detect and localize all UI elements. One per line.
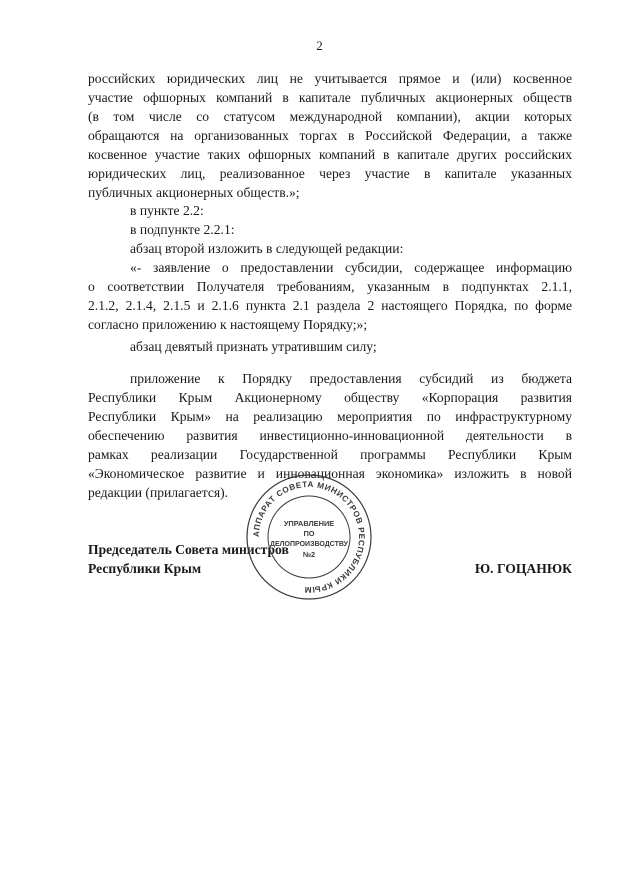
page-number: 2 bbox=[316, 38, 323, 53]
text-line: обращаются на организованных торгах в Российской Федерации, а также bbox=[88, 128, 572, 143]
text-line: обеспечению развития инвестиционно-инновационной деятельности в bbox=[88, 428, 572, 443]
text-line: редакции (прилагается). bbox=[88, 485, 229, 500]
quote-line: согласно приложению к настоящему Порядку;»; bbox=[88, 317, 368, 332]
text-line: российских юридических лиц не учитывается прямое и (или) косвенное bbox=[88, 71, 572, 86]
text-line: публичных акционерных обществ.»; bbox=[88, 185, 300, 200]
text-line: Республики Крым» на реализацию мероприятия по инфраструктурному bbox=[88, 409, 572, 424]
text-line: рамках реализации Государственной программы Республики Крым bbox=[88, 447, 572, 462]
stamp-center-text: ДЕЛОПРОИЗВОДСТВУ bbox=[269, 541, 349, 548]
quote-line: «- заявление о предоставлении субсидии, содержащее информацию bbox=[130, 260, 572, 275]
text-line: абзац девятый признать утратившим силу; bbox=[130, 339, 377, 354]
signatory-position: Республики Крым bbox=[88, 561, 202, 576]
stamp-center-text: ПО bbox=[303, 529, 315, 538]
text-line: косвенное участие таких офшорных компаний в капитале других российских bbox=[88, 147, 572, 162]
text-line: Республики Крым Акционерному обществу «Корпорация развития bbox=[88, 390, 572, 405]
amendment-item: в пункте 2.2: bbox=[130, 203, 204, 218]
stamp-center-text: №2 bbox=[302, 550, 316, 559]
text-line: юридических лиц, реализованное через участие в капитале указанных bbox=[88, 166, 572, 181]
amendment-item: в подпункте 2.2.1: bbox=[130, 222, 235, 237]
text-line: приложение к Порядку предоставления субсидий из бюджета bbox=[130, 371, 572, 386]
paragraph-offshore-participation bbox=[88, 69, 572, 202]
amendment-item: абзац второй изложить в следующей редакции: bbox=[130, 241, 404, 256]
stamp-ring-textpath: АППАРАТ СОВЕТА МИНИСТРОВ РЕСПУБЛИКИ КРЫМ bbox=[251, 479, 367, 595]
paragraph-amendment-2-2 bbox=[88, 201, 572, 334]
quote-line: о соответствии Получателя требованиям, указанным в подпунктах 2.1.1, bbox=[88, 279, 572, 294]
text-line: участие офшорных компаний в капитале публичных акционерных обществ bbox=[88, 90, 572, 105]
text-line: «Экономическое развитие и инновационная экономика» изложить в новой bbox=[88, 466, 572, 481]
paragraph-invalidate bbox=[88, 337, 572, 356]
signatory-name: Ю. ГОЦАНЮК bbox=[474, 561, 572, 576]
quote-line: 2.1.2, 2.1.4, 2.1.5 и 2.1.6 пункта 2.1 раздела 2 настоящего Порядка, по форме bbox=[88, 298, 572, 313]
stamp-center-text: УПРАВЛЕНИЕ bbox=[283, 519, 335, 528]
signatory-position: Председатель Совета министров bbox=[88, 542, 289, 557]
office-stamp bbox=[245, 473, 373, 601]
text-line: (в том числе со статусом международной компании), акции которых bbox=[88, 109, 572, 124]
